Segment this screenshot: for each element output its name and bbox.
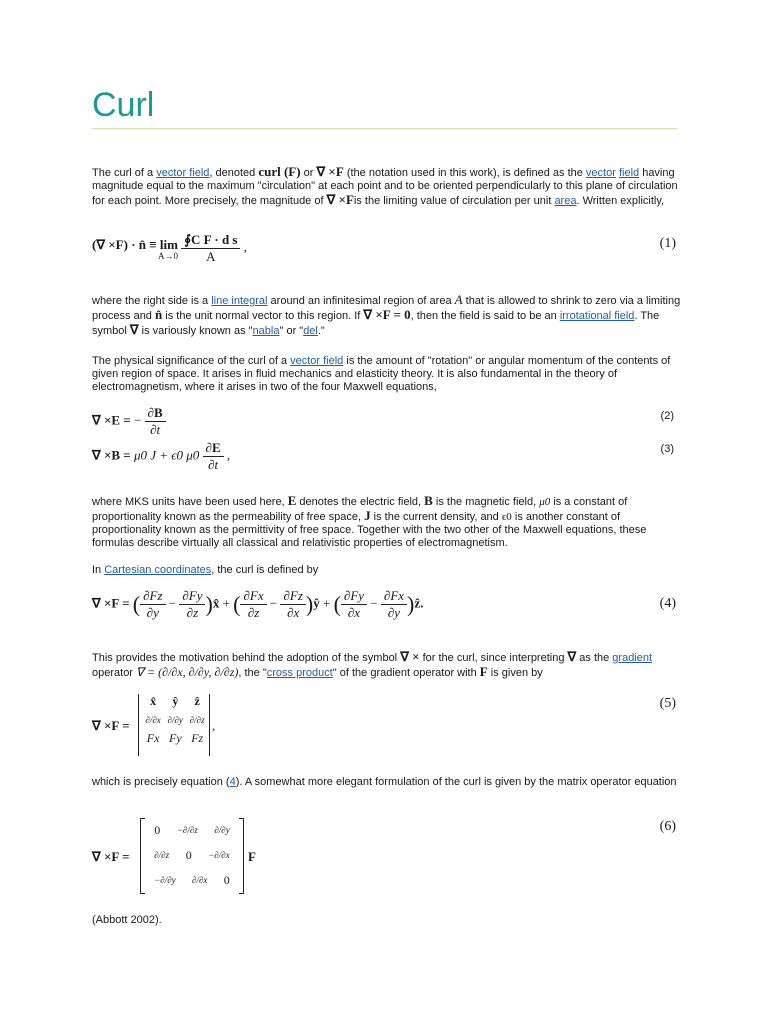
eq2-denominator: ∂t <box>145 421 166 438</box>
link-del[interactable]: del <box>303 325 318 337</box>
eq4-paren-open: ( <box>233 591 241 617</box>
math-eps0: ϵ0 <box>501 511 512 523</box>
text: that is allowed to shrink to zero via a limiting process and <box>92 295 681 322</box>
paragraph-physical-significance <box>92 355 682 394</box>
math-e: E <box>287 493 297 508</box>
eq4-t6n: ∂Fx <box>383 588 405 603</box>
eq6-cell: 0 <box>185 847 192 862</box>
eq6-row-1 <box>146 818 238 842</box>
link-irrotational-field[interactable]: irrotational field <box>559 310 635 322</box>
eq4-frac1 <box>140 588 165 621</box>
text: is the magnetic field, <box>432 496 540 508</box>
text: " of the gradient operator with <box>332 667 480 679</box>
math-curl: curl (F) <box>258 164 301 179</box>
math-f: F <box>479 664 488 679</box>
eq4-minus: − <box>168 595 177 611</box>
text: ." <box>317 325 325 337</box>
eq5-cell: ẑ <box>194 694 200 708</box>
eq6-cell: 0 <box>154 822 161 837</box>
text: is given by <box>487 667 543 679</box>
text: The physical significance of the curl of a <box>92 355 291 367</box>
math-nabla: ∇ <box>129 322 139 337</box>
link-equation-4[interactable]: 4 <box>229 776 236 788</box>
text: (the notation used in this work), is defined as the <box>343 167 586 179</box>
equation-2 <box>92 405 166 438</box>
math-b: B <box>424 493 433 508</box>
eq1-tail: , <box>243 239 247 255</box>
eq1-lhs: (∇ ×F) · n̂ ≡ lim <box>92 236 178 252</box>
math-nabla-cross-f: ∇ ×F <box>326 192 354 207</box>
text: is variously known as " <box>138 325 253 337</box>
eq2-fraction <box>145 405 166 438</box>
equation-number-6: (6) <box>659 819 676 834</box>
eq4-t4d: ∂x <box>280 604 305 621</box>
eq4-paren-close: ) <box>407 591 415 617</box>
eq4-paren-close: ) <box>205 591 213 617</box>
paragraph-definition <box>92 165 682 208</box>
text: This provides the motivation behind the adoption of the symbol <box>92 652 401 664</box>
eq1-denominator: A <box>181 248 240 265</box>
link-line-integral[interactable]: line integral <box>211 295 268 307</box>
eq4-t4n: ∂Fz <box>283 588 303 603</box>
text: around an infinitesimal region of area <box>267 295 455 307</box>
equation-number-1: (1) <box>659 236 676 251</box>
equation-number-3: (3) <box>660 443 674 455</box>
text: is the current density, and <box>370 511 502 523</box>
text: where the right side is a <box>92 295 212 307</box>
text: is another constant of proportionality known as the permittivity of free space. Together with the two other of the Maxwell equations, these formulas describe virtually all classical and relativistic properties of electromagnetism. <box>92 511 647 549</box>
text: , then the field is said to be an <box>410 310 560 322</box>
equation-4: ∇ ×F = ( $\frac{\partial Fz}{\partial y}$ − $\frac{\partial Fy}{\partial z}$ )x̂ + ( $\frac{\partial Fx}{\partial z}$ − $\frac{\partial Fz}{\partial x}$ )ŷ + ( $\frac{\partial Fy}{\partial x}$ − $\frac{\partial Fx}{\partial y}$ )ẑ. <box>92 588 424 620</box>
eq5-cell: Fz <box>191 731 204 745</box>
eq6-cell: −∂/∂z <box>176 825 198 835</box>
equation-number-4: (4) <box>659 596 676 611</box>
eq5-cell: ∂/∂x <box>145 715 161 725</box>
math-nabla-cross: ∇ × <box>400 649 420 664</box>
eq4-frac6 <box>381 588 407 621</box>
link-cartesian-coordinates[interactable]: Cartesian coordinates <box>104 564 212 576</box>
text: " or " <box>279 325 304 337</box>
equation-3 <box>92 440 230 473</box>
eq5-left-bar <box>138 694 139 756</box>
eq4-frac2 <box>179 588 205 621</box>
math-j: J <box>364 508 371 523</box>
eq6-cell: −∂/∂x <box>208 850 230 860</box>
eq6-right-bracket <box>239 818 244 894</box>
eq4-frac3 <box>240 588 266 621</box>
equation-6-matrix <box>146 818 238 892</box>
equation-5-determinant <box>142 694 208 746</box>
page-title: Curl <box>92 86 155 124</box>
eq4-paren-open: ( <box>333 591 341 617</box>
math-mu0: μ0 <box>539 496 551 508</box>
eq3-numerator: ∂E <box>205 440 221 455</box>
link-area[interactable]: area <box>554 195 577 207</box>
title-divider <box>92 128 677 129</box>
text: which is precisely equation ( <box>92 776 230 788</box>
text: , denoted <box>209 167 259 179</box>
link-gradient[interactable]: gradient <box>612 652 653 664</box>
eq4-unit-x: x̂ <box>212 595 220 611</box>
eq5-cell: x̂ <box>150 694 157 708</box>
paragraph-mks-units <box>92 494 682 550</box>
eq1-numerator: ∮C F · d s <box>184 232 238 247</box>
eq4-frac4 <box>280 588 305 621</box>
text: or <box>300 167 317 179</box>
eq2-sign: − <box>133 412 142 428</box>
text: operator <box>92 667 137 679</box>
eq6-cell: ∂/∂z <box>154 850 170 860</box>
paragraph-cartesian <box>92 564 682 577</box>
paragraph-motivation <box>92 650 682 680</box>
text: , the curl is defined by <box>211 564 319 576</box>
text: is the limiting value of circulation per unit <box>353 195 555 207</box>
eq6-row-3 <box>146 868 238 892</box>
math-curl-zero: ∇ ×F = 0 <box>363 307 411 322</box>
eq4-frac5 <box>341 588 367 621</box>
eq5-cell: ∂/∂z <box>189 715 205 725</box>
eq1-fraction <box>181 232 240 265</box>
eq1-lim-sub: A→0 <box>157 250 178 261</box>
eq4-t6d: ∂y <box>381 604 407 621</box>
math-a: A <box>454 292 463 307</box>
math-gradient-def: ∇ = (∂/∂x, ∂/∂y, ∂/∂z) <box>136 665 239 679</box>
text: . Written explicitly, <box>576 195 665 207</box>
eq5-row-1 <box>142 694 208 709</box>
eq4-unit-y: ŷ <box>313 595 320 611</box>
text: having magnitude equal to the maximum "circulation" at each point and to be oriented perpendicularly to this plane of circulation for each point. More precisely, the magnitude of <box>92 167 678 207</box>
eq6-lhs: ∇ ×F = <box>92 849 130 864</box>
math-nabla: ∇ <box>567 649 577 664</box>
text: as the <box>576 652 613 664</box>
eq3-rhs: μ0 J + ϵ0 μ0 <box>133 447 200 463</box>
eq3-lhs: ∇ ×B = <box>92 447 131 463</box>
eq5-cell: Fx <box>146 731 160 745</box>
eq4-t3n: ∂Fx <box>243 588 264 603</box>
text: is a constant of proportionality known as the permeability of free space, <box>92 496 628 523</box>
paragraph-line-integral <box>92 293 682 338</box>
link-vector-field-2a[interactable]: vector <box>585 167 616 179</box>
math-nabla-cross-f: ∇ ×F <box>316 164 344 179</box>
eq6-rhs: F <box>248 849 256 864</box>
eq5-right-bar <box>209 694 210 756</box>
equation-1 <box>92 232 247 265</box>
eq3-tail: , <box>226 447 231 463</box>
text: ). A somewhat more elegant formulation of the curl is given by the matrix operator equation <box>235 776 677 788</box>
eq4-paren-close: ) <box>305 591 314 617</box>
text: In <box>92 564 105 576</box>
eq6-cell: ∂/∂x <box>192 875 208 885</box>
math-n-hat: n̂ <box>154 307 163 322</box>
eq5-cell: Fy <box>169 731 182 745</box>
citation: (Abbott 2002). <box>92 914 162 926</box>
link-nabla[interactable]: nabla <box>252 325 280 337</box>
text: is the amount of "rotation" or angular momentum of the contents of given region of space. It arises in fluid mechanics and elasticity theory. It is also fundamental in the theory of electromagnetism, where it arises in two of the four Maxwell equations, <box>92 355 671 393</box>
eq4-t1d: ∂y <box>140 604 165 621</box>
eq5-cell: ŷ <box>172 694 179 708</box>
eq4-t5d: ∂x <box>341 604 367 621</box>
text: where MKS units have been used here, <box>92 496 288 508</box>
eq4-t5n: ∂Fy <box>343 588 365 603</box>
text: The curl of a <box>92 167 157 179</box>
eq6-cell: 0 <box>223 872 230 887</box>
eq4-t2n: ∂Fy <box>182 588 203 603</box>
link-cross-product[interactable]: cross product <box>266 667 333 679</box>
eq4-minus: − <box>370 595 378 611</box>
eq4-t2d: ∂z <box>179 604 205 621</box>
eq5-tail: , <box>212 718 216 733</box>
eq4-unit-z: ẑ. <box>414 595 424 611</box>
eq4-minus: − <box>269 595 278 611</box>
eq3-denominator: ∂t <box>203 456 224 473</box>
eq6-cell: −∂/∂y <box>154 875 176 885</box>
eq6-left-bracket <box>140 818 145 894</box>
eq4-t3d: ∂z <box>240 604 266 621</box>
eq5-row-2 <box>142 715 208 725</box>
text: denotes the electric field, <box>296 496 425 508</box>
eq4-lhs: ∇ ×F = <box>92 595 130 611</box>
eq6-cell: ∂/∂y <box>214 825 230 835</box>
text: for the curl, since interpreting <box>419 652 568 664</box>
eq5-row-3 <box>142 731 208 746</box>
link-vector-field-2b[interactable]: field <box>618 167 640 179</box>
link-vector-field-3[interactable]: vector field <box>290 355 344 367</box>
equation-number-2: (2) <box>660 410 674 422</box>
equation-number-5: (5) <box>659 696 676 711</box>
eq2-numerator: ∂B <box>147 405 163 420</box>
text: is the unit normal vector to this region. If <box>162 310 364 322</box>
text: , the " <box>238 667 267 679</box>
paragraph-matrix-operator <box>92 776 682 789</box>
eq5-cell: ∂/∂y <box>167 715 183 725</box>
eq4-paren-open: ( <box>132 591 141 617</box>
eq5-lhs: ∇ ×F = <box>92 718 130 733</box>
text: . The symbol <box>92 310 660 337</box>
eq3-fraction <box>203 440 224 473</box>
eq2-lhs: ∇ ×E = <box>92 412 131 428</box>
eq4-t1n: ∂Fz <box>143 588 163 603</box>
eq6-row-2 <box>146 842 238 868</box>
link-vector-field[interactable]: vector field <box>156 167 210 179</box>
